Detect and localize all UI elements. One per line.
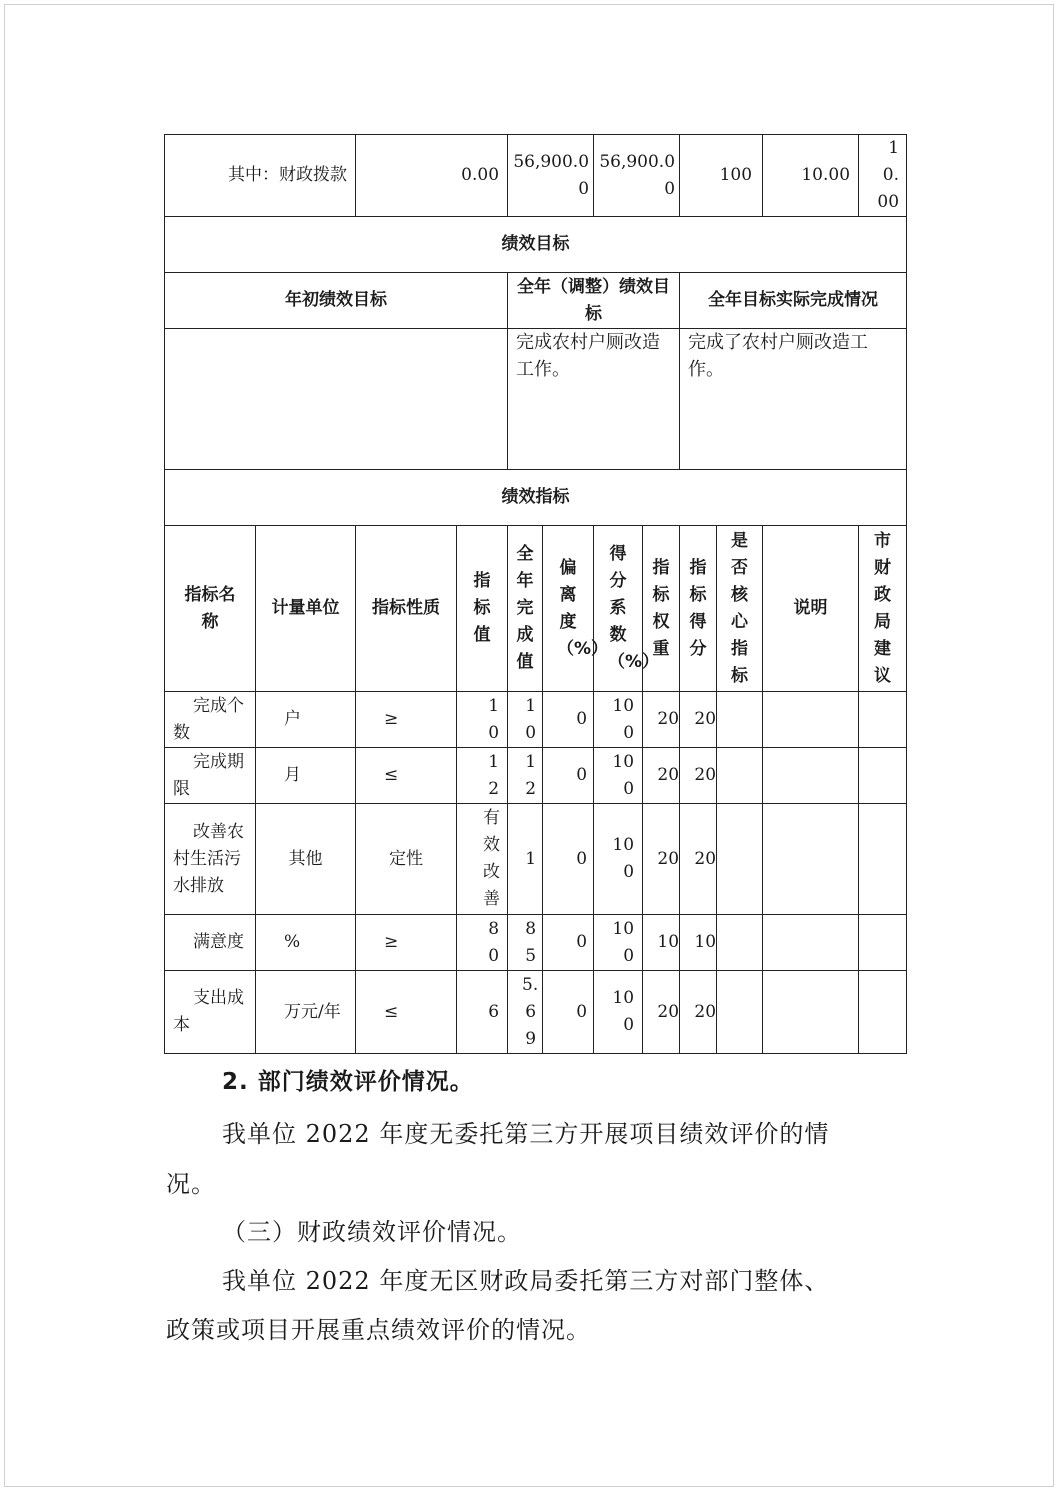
row-weight: 20 bbox=[643, 804, 680, 915]
row-unit: 户 bbox=[256, 692, 356, 748]
row-score: 20 bbox=[680, 692, 717, 748]
row-deviation: 0 bbox=[543, 692, 594, 748]
header-unit: 计量单位 bbox=[256, 526, 356, 692]
row-name: 满意度 bbox=[165, 915, 256, 971]
row-score: 20 bbox=[680, 748, 717, 804]
row-name: 支出成本 bbox=[165, 971, 256, 1054]
goals-col-initial: 年初绩效目标 bbox=[165, 273, 508, 329]
header-coefficient: 得分系数（%） bbox=[594, 526, 643, 692]
row-coefficient: 100 bbox=[594, 971, 643, 1054]
para1-line1: 我单位 2022 年度无委托第三方开展项目绩效评价的情 bbox=[222, 1120, 830, 1148]
row-coefficient: 100 bbox=[594, 804, 643, 915]
goals-actual-text: 完成了农村户厕改造工作。 bbox=[680, 329, 907, 470]
header-deviation: 偏离度（%） bbox=[543, 526, 594, 692]
row-deviation: 0 bbox=[543, 804, 594, 915]
row-unit: 月 bbox=[256, 748, 356, 804]
row-target: 80 bbox=[457, 915, 508, 971]
funding-label: 其中：财政拨款 bbox=[165, 135, 356, 217]
row-coefficient: 100 bbox=[594, 915, 643, 971]
funding-score: 10.00 bbox=[859, 135, 907, 217]
heading-dept-evaluation: 2. 部门绩效评价情况。 bbox=[222, 1069, 474, 1095]
row-deviation: 0 bbox=[543, 748, 594, 804]
row-coefficient: 100 bbox=[594, 748, 643, 804]
row-target: 12 bbox=[457, 748, 508, 804]
table-row bbox=[165, 971, 907, 1054]
goals-col-adjusted: 全年（调整）绩效目标 bbox=[508, 273, 680, 329]
funding-row bbox=[165, 135, 907, 217]
row-score: 10 bbox=[680, 915, 717, 971]
row-actual: 10 bbox=[508, 692, 543, 748]
row-target: 6 bbox=[457, 971, 508, 1054]
row-core bbox=[717, 748, 763, 804]
goals-adjusted-text: 完成农村户厕改造工作。 bbox=[508, 329, 680, 470]
funding-weight: 10.00 bbox=[763, 135, 859, 217]
row-nature: 定性 bbox=[356, 804, 457, 915]
row-nature: ≥ bbox=[356, 692, 457, 748]
row-note bbox=[763, 692, 859, 748]
row-note bbox=[763, 804, 859, 915]
row-actual: 5.69 bbox=[508, 971, 543, 1054]
goals-col-actual: 全年目标实际完成情况 bbox=[680, 273, 907, 329]
header-target: 指标值 bbox=[457, 526, 508, 692]
para2-line2: 政策或项目开展重点绩效评价的情况。 bbox=[166, 1316, 591, 1344]
row-actual: 1 bbox=[508, 804, 543, 915]
row-actual: 12 bbox=[508, 748, 543, 804]
row-weight: 10 bbox=[643, 915, 680, 971]
row-score: 20 bbox=[680, 804, 717, 915]
table-row bbox=[165, 804, 907, 915]
row-suggestion bbox=[859, 692, 907, 748]
row-target: 有效改善 bbox=[457, 804, 508, 915]
row-core bbox=[717, 915, 763, 971]
row-name: 改善农村生活污水排放 bbox=[165, 804, 256, 915]
row-coefficient: 100 bbox=[594, 692, 643, 748]
para1-line2: 况。 bbox=[166, 1170, 216, 1198]
row-unit: % bbox=[256, 915, 356, 971]
initial-budget: 0.00 bbox=[356, 135, 508, 217]
row-nature: ≤ bbox=[356, 748, 457, 804]
row-core bbox=[717, 971, 763, 1054]
indicators-section-title: 绩效指标 bbox=[165, 470, 907, 526]
row-nature: ≤ bbox=[356, 971, 457, 1054]
goals-initial-text bbox=[165, 329, 508, 470]
goals-section-title: 绩效目标 bbox=[165, 217, 907, 273]
table-row bbox=[165, 692, 907, 748]
performance-table bbox=[164, 134, 907, 1054]
header-note: 说明 bbox=[763, 526, 859, 692]
row-note bbox=[763, 748, 859, 804]
row-name: 完成期限 bbox=[165, 748, 256, 804]
row-score: 20 bbox=[680, 971, 717, 1054]
row-suggestion bbox=[859, 804, 907, 915]
row-suggestion bbox=[859, 971, 907, 1054]
para2-line1: 我单位 2022 年度无区财政局委托第三方对部门整体、 bbox=[222, 1267, 830, 1295]
row-unit: 其他 bbox=[256, 804, 356, 915]
row-core bbox=[717, 692, 763, 748]
row-weight: 20 bbox=[643, 748, 680, 804]
indicators-header-row bbox=[165, 526, 907, 692]
row-weight: 20 bbox=[643, 971, 680, 1054]
row-actual: 85 bbox=[508, 915, 543, 971]
row-deviation: 0 bbox=[543, 971, 594, 1054]
header-nature: 指标性质 bbox=[356, 526, 457, 692]
table-row bbox=[165, 748, 907, 804]
row-name: 完成个数 bbox=[165, 692, 256, 748]
header-suggestion: 市财政局建议 bbox=[859, 526, 907, 692]
row-deviation: 0 bbox=[543, 915, 594, 971]
row-note bbox=[763, 971, 859, 1054]
adjusted-budget: 56,900.00 bbox=[508, 135, 594, 217]
header-score: 指标得分 bbox=[680, 526, 717, 692]
row-nature: ≥ bbox=[356, 915, 457, 971]
row-unit: 万元/年 bbox=[256, 971, 356, 1054]
executed-amount: 56,900.00 bbox=[594, 135, 680, 217]
row-suggestion bbox=[859, 915, 907, 971]
header-core: 是否核心指标 bbox=[717, 526, 763, 692]
header-indicator-name: 指标名称 bbox=[165, 526, 256, 692]
row-target: 10 bbox=[457, 692, 508, 748]
heading-finance-evaluation: （三）财政绩效评价情况。 bbox=[222, 1218, 522, 1246]
table-row bbox=[165, 915, 907, 971]
header-weight: 指标权重 bbox=[643, 526, 680, 692]
header-actual: 全年完成值 bbox=[508, 526, 543, 692]
row-note bbox=[763, 915, 859, 971]
row-weight: 20 bbox=[643, 692, 680, 748]
execution-rate: 100 bbox=[680, 135, 763, 217]
row-core bbox=[717, 804, 763, 915]
row-suggestion bbox=[859, 748, 907, 804]
